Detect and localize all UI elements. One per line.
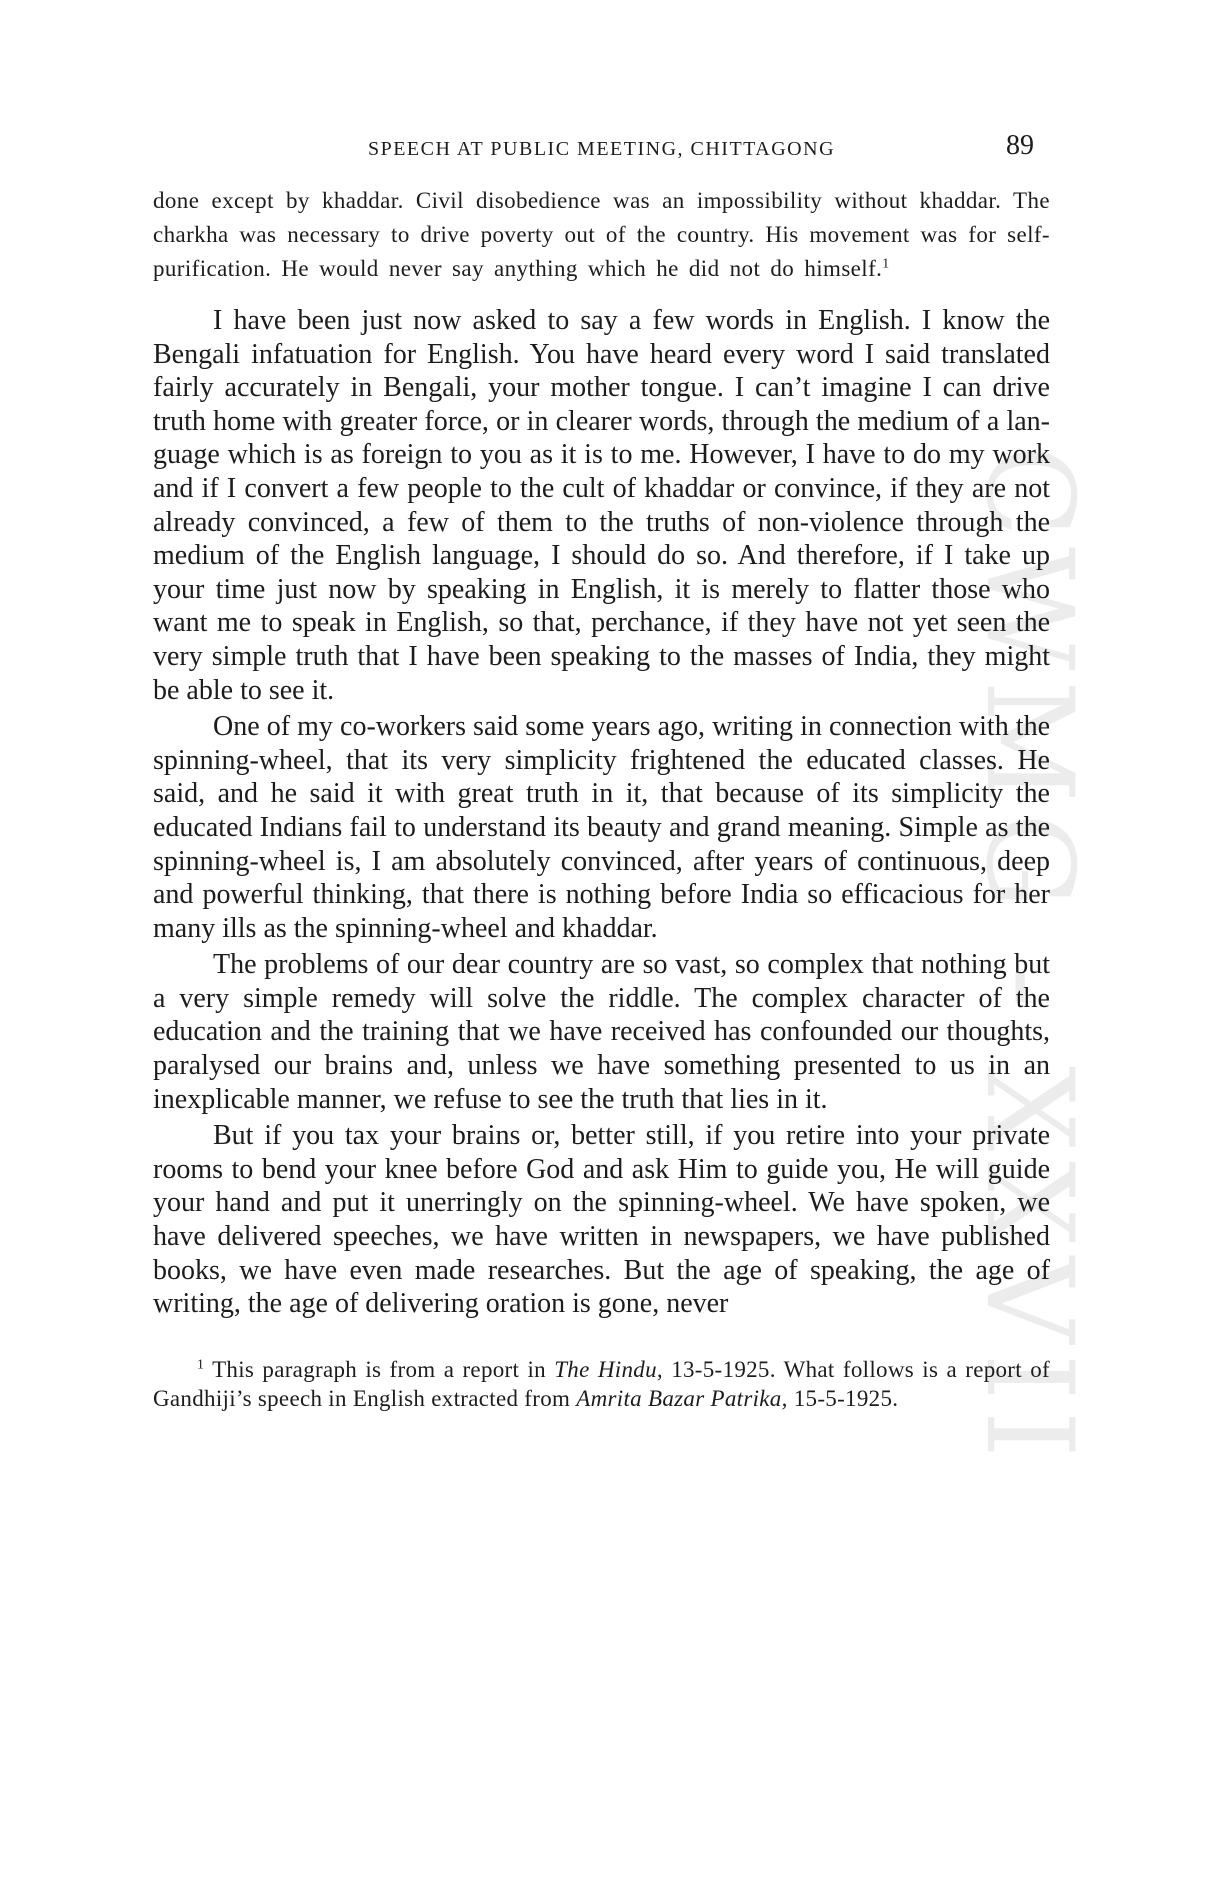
footnote-reference: 1 [882,255,890,271]
footnotes [153,1355,1050,1413]
footnote-text: This paragraph is from a report in [212,1356,546,1382]
running-header [153,120,1050,170]
footnote-1 [153,1355,1050,1413]
running-title: SPEECH AT PUBLIC MEETING, CHITTAGONG [367,138,836,160]
intro-report [153,184,1050,286]
footnote-source-amrita-bazar-patrika: Amrita Bazar Patrika, [576,1385,788,1411]
speech-body [153,304,1050,1321]
footnote-text: 13-5-1925. What follows is a report of Gandhiji’s speech in English extracted from [153,1356,1050,1411]
speech-paragraph: The problems of our dear country are so vast, so complex that nothing but a very simple remedy will solve the riddle. The complex character of the education and the training that we have received has confounded our thoughts, paralysed our brains and, unless we have something presented to us in an inexplicable manner, we refuse to see the truth that lies in it. [153,949,1050,1115]
document-page [153,120,1050,1820]
intro-text: done except by khaddar. Civil disobedience was an impossibility without khaddar. The charkha was necessary to drive poverty out of the country. His movement was for self-purification. He would never say anything which he did not do himself. [153,188,1050,281]
speech-paragraph: One of my co-workers said some years ago, writing in connection with the spinning-wheel, that its very simplicity frightened the educated classes. He said, and he said it with great truth in it, that because of its simplicity the educated Indians fail to understand its beauty and grand meaning. Simple as the spinning-wheel is, I am absolutely convinced, after years of continuous, deep and powerful thinking, that there is nothing before India so efficacious for her many ills as the spinning-wheel and khaddar. [153,711,1050,944]
page-number: 89 [1006,130,1034,161]
volume-watermark: CWMG - XXVII [959,445,1098,1469]
footnote-text: 15-5-1925. [793,1385,899,1411]
speech-paragraph: I have been just now asked to say a few words in English. I know the Bengali infatuation for English. You have heard every word I said translated fairly accurately in Bengali, your mother tongue. I can’t imagine I can drive truth home with greater force, or in clearer words, through the medium of a language which is as foreign to you as it is to me. However, I have to do my work and if I convert a few people to the cult of khaddar or convince, if they are not already convinced, a few of them to the truths of non-violence through the medium of the English language, I should do so. And therefore, if I take up your time just now by speaking in English, it is merely to flatter those who want me to speak in English, so that, perchance, if they have not yet seen the very simple truth that I have been speaking to the masses of India, they might be able to see it. [153,305,1050,706]
footnote-source-hindu: The Hindu, [554,1356,663,1382]
speech-paragraph: But if you tax your brains or, better still, if you retire into your private rooms to bend your knee before God and ask Him to guide you, He will guide your hand and put it unerringly on the spinning-wheel. We have spoken, we have delivered speeches, we have written in newspapers, we have published books, we have even made researches. But the age of speaking, the age of writing, the age of delivering oration is gone, never [153,1120,1050,1320]
intro-paragraph [153,184,1050,286]
footnote-marker: 1 [197,1356,205,1372]
